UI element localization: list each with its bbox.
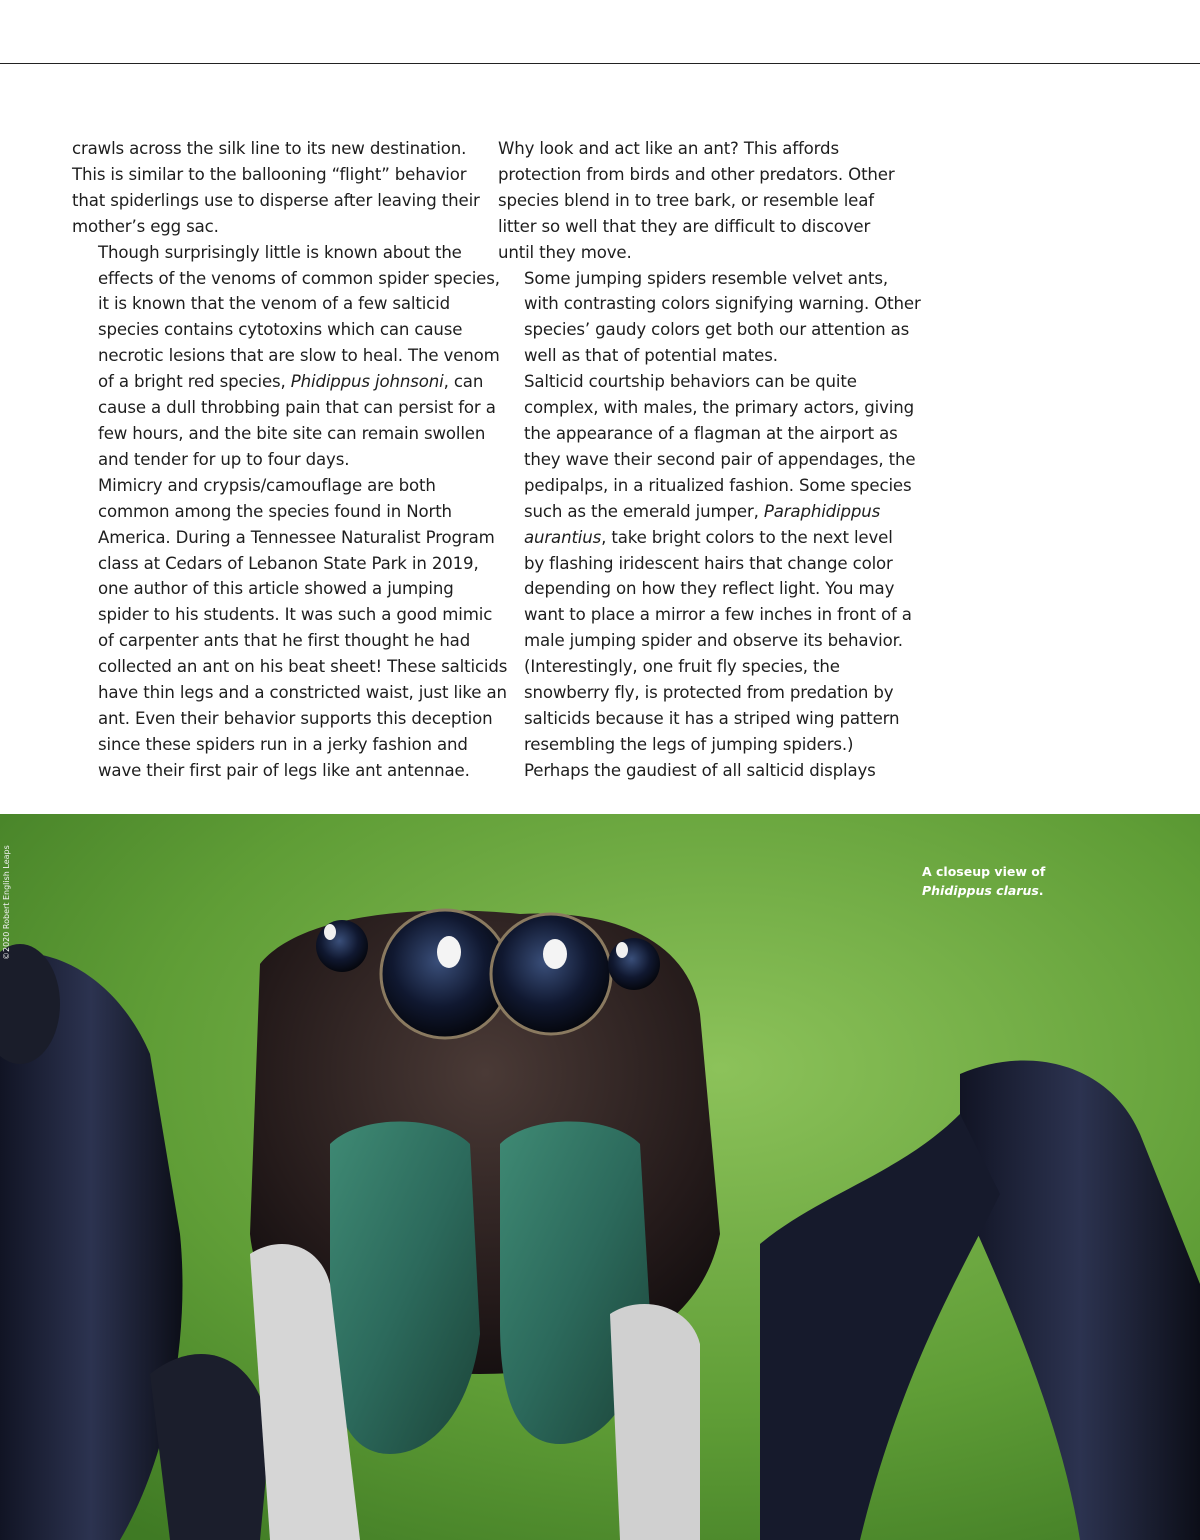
caption-line: A closeup view of: [922, 864, 1046, 879]
text-line: one author of this article showed a jumping: [98, 579, 454, 599]
text-line: Perhaps the gaudiest of all salticid displays: [524, 760, 876, 780]
text-line: collected an ant on his beat sheet! These salticids: [98, 657, 508, 677]
text-fragment: , take bright colors to the next level: [601, 527, 893, 547]
text-line: it is known that the venom of a few salticid: [98, 294, 450, 314]
text-line: Some jumping spiders resemble velvet ants,: [524, 268, 888, 288]
caption-period: .: [1038, 883, 1044, 898]
text-line: crawls across the silk line to its new destination.: [72, 139, 467, 158]
article-column-left: [72, 136, 508, 784]
text-line: few hours, and the bite site can remain swollen: [98, 423, 486, 443]
paragraph-snowberry-fly: [498, 654, 908, 758]
text-fragment: , can: [443, 372, 484, 392]
text-line: complex, with males, the primary actors, giving: [524, 398, 914, 418]
spider-photo: [0, 814, 1200, 1540]
text-line: of carpenter ants that he first thought he had: [98, 631, 471, 651]
text-line: class at Cedars of Lebanon State Park in 2019,: [98, 553, 479, 573]
text-line: species contains cytotoxins which can cause: [98, 320, 463, 340]
text-line: ant. Even their behavior supports this deception: [98, 708, 493, 728]
text-line: and tender for up to four days.: [98, 449, 350, 469]
text-line: by flashing iridescent hairs that change color: [524, 553, 893, 573]
caption-species: Phidippus clarus: [922, 883, 1039, 898]
species-name: aurantius: [524, 527, 602, 547]
text-line: mother’s egg sac.: [72, 216, 219, 236]
text-line: wave their first pair of legs like ant antennae.: [98, 760, 470, 780]
text-line: [498, 525, 908, 551]
caption-line: [922, 881, 1045, 900]
paragraph-ant-mimic: [498, 136, 908, 266]
photo-caption: [922, 862, 1045, 900]
text-line: depending on how they reflect light. You may: [524, 579, 895, 599]
text-line: protection from birds and other predators. Other: [498, 164, 895, 184]
text-line: snowberry fly, is protected from predation by: [524, 683, 894, 703]
text-line: (Interestingly, one fruit fly species, the: [524, 657, 840, 677]
text-line: the appearance of a flagman at the airport as: [524, 423, 898, 443]
text-line: Why look and act like an ant? This affords: [498, 139, 839, 158]
text-line: that spiderlings use to disperse after leaving their: [72, 190, 480, 210]
paragraph-ballooning: [72, 136, 482, 240]
text-line: want to place a mirror a few inches in front of a: [524, 605, 912, 625]
text-line: pedipalps, in a ritualized fashion. Some species: [524, 475, 912, 495]
header-rule: [0, 63, 1200, 64]
text-line: well as that of potential mates.: [524, 346, 778, 366]
text-fragment: of a bright red species,: [98, 372, 291, 392]
text-line: cause a dull throbbing pain that can persist for a: [98, 398, 496, 418]
text-line: species’ gaudy colors get both our attention as: [524, 320, 910, 340]
text-line: necrotic lesions that are slow to heal. The venom: [98, 346, 500, 366]
paragraph-velvet-ants: [498, 266, 921, 370]
article-column-right: [498, 136, 921, 784]
text-fragment: such as the emerald jumper,: [524, 501, 764, 521]
text-line: with contrasting colors signifying warning. Other: [524, 294, 921, 314]
text-line: common among the species found in North: [98, 501, 452, 521]
text-line: until they move.: [498, 242, 632, 262]
paragraph-venom: [72, 240, 500, 473]
species-name: Paraphidippus: [763, 501, 881, 521]
paragraph-courtship: [498, 369, 916, 654]
text-line: Though surprisingly little is known about the: [98, 242, 462, 262]
text-line: resembling the legs of jumping spiders.): [524, 734, 854, 754]
text-line: have thin legs and a constricted waist, just like an: [98, 683, 507, 703]
paragraph-displays: [498, 758, 908, 784]
text-line: America. During a Tennessee Naturalist Program: [98, 527, 495, 547]
text-line: Salticid courtship behaviors can be quite: [524, 372, 857, 392]
species-name: Phidippus johnsoni: [290, 372, 444, 392]
text-line: male jumping spider and observe its behavior.: [524, 631, 903, 651]
paragraph-mimicry: [72, 473, 508, 784]
text-line: effects of the venoms of common spider species,: [98, 268, 500, 288]
text-line: spider to his students. It was such a good mimic: [98, 605, 493, 625]
text-line: they wave their second pair of appendages, the: [524, 449, 916, 469]
photo-credit: ©2020 Robert English Leaps: [2, 845, 11, 960]
text-line: salticids because it has a striped wing pattern: [524, 708, 900, 728]
text-line: Mimicry and crypsis/camouflage are both: [98, 475, 436, 495]
text-line: [498, 499, 908, 525]
text-line: [72, 369, 482, 395]
text-line: species blend in to tree bark, or resemble leaf: [498, 190, 874, 210]
text-line: litter so well that they are difficult to discover: [498, 216, 871, 236]
text-line: since these spiders run in a jerky fashion and: [98, 734, 468, 754]
text-line: This is similar to the ballooning “flight” behavior: [72, 164, 467, 184]
